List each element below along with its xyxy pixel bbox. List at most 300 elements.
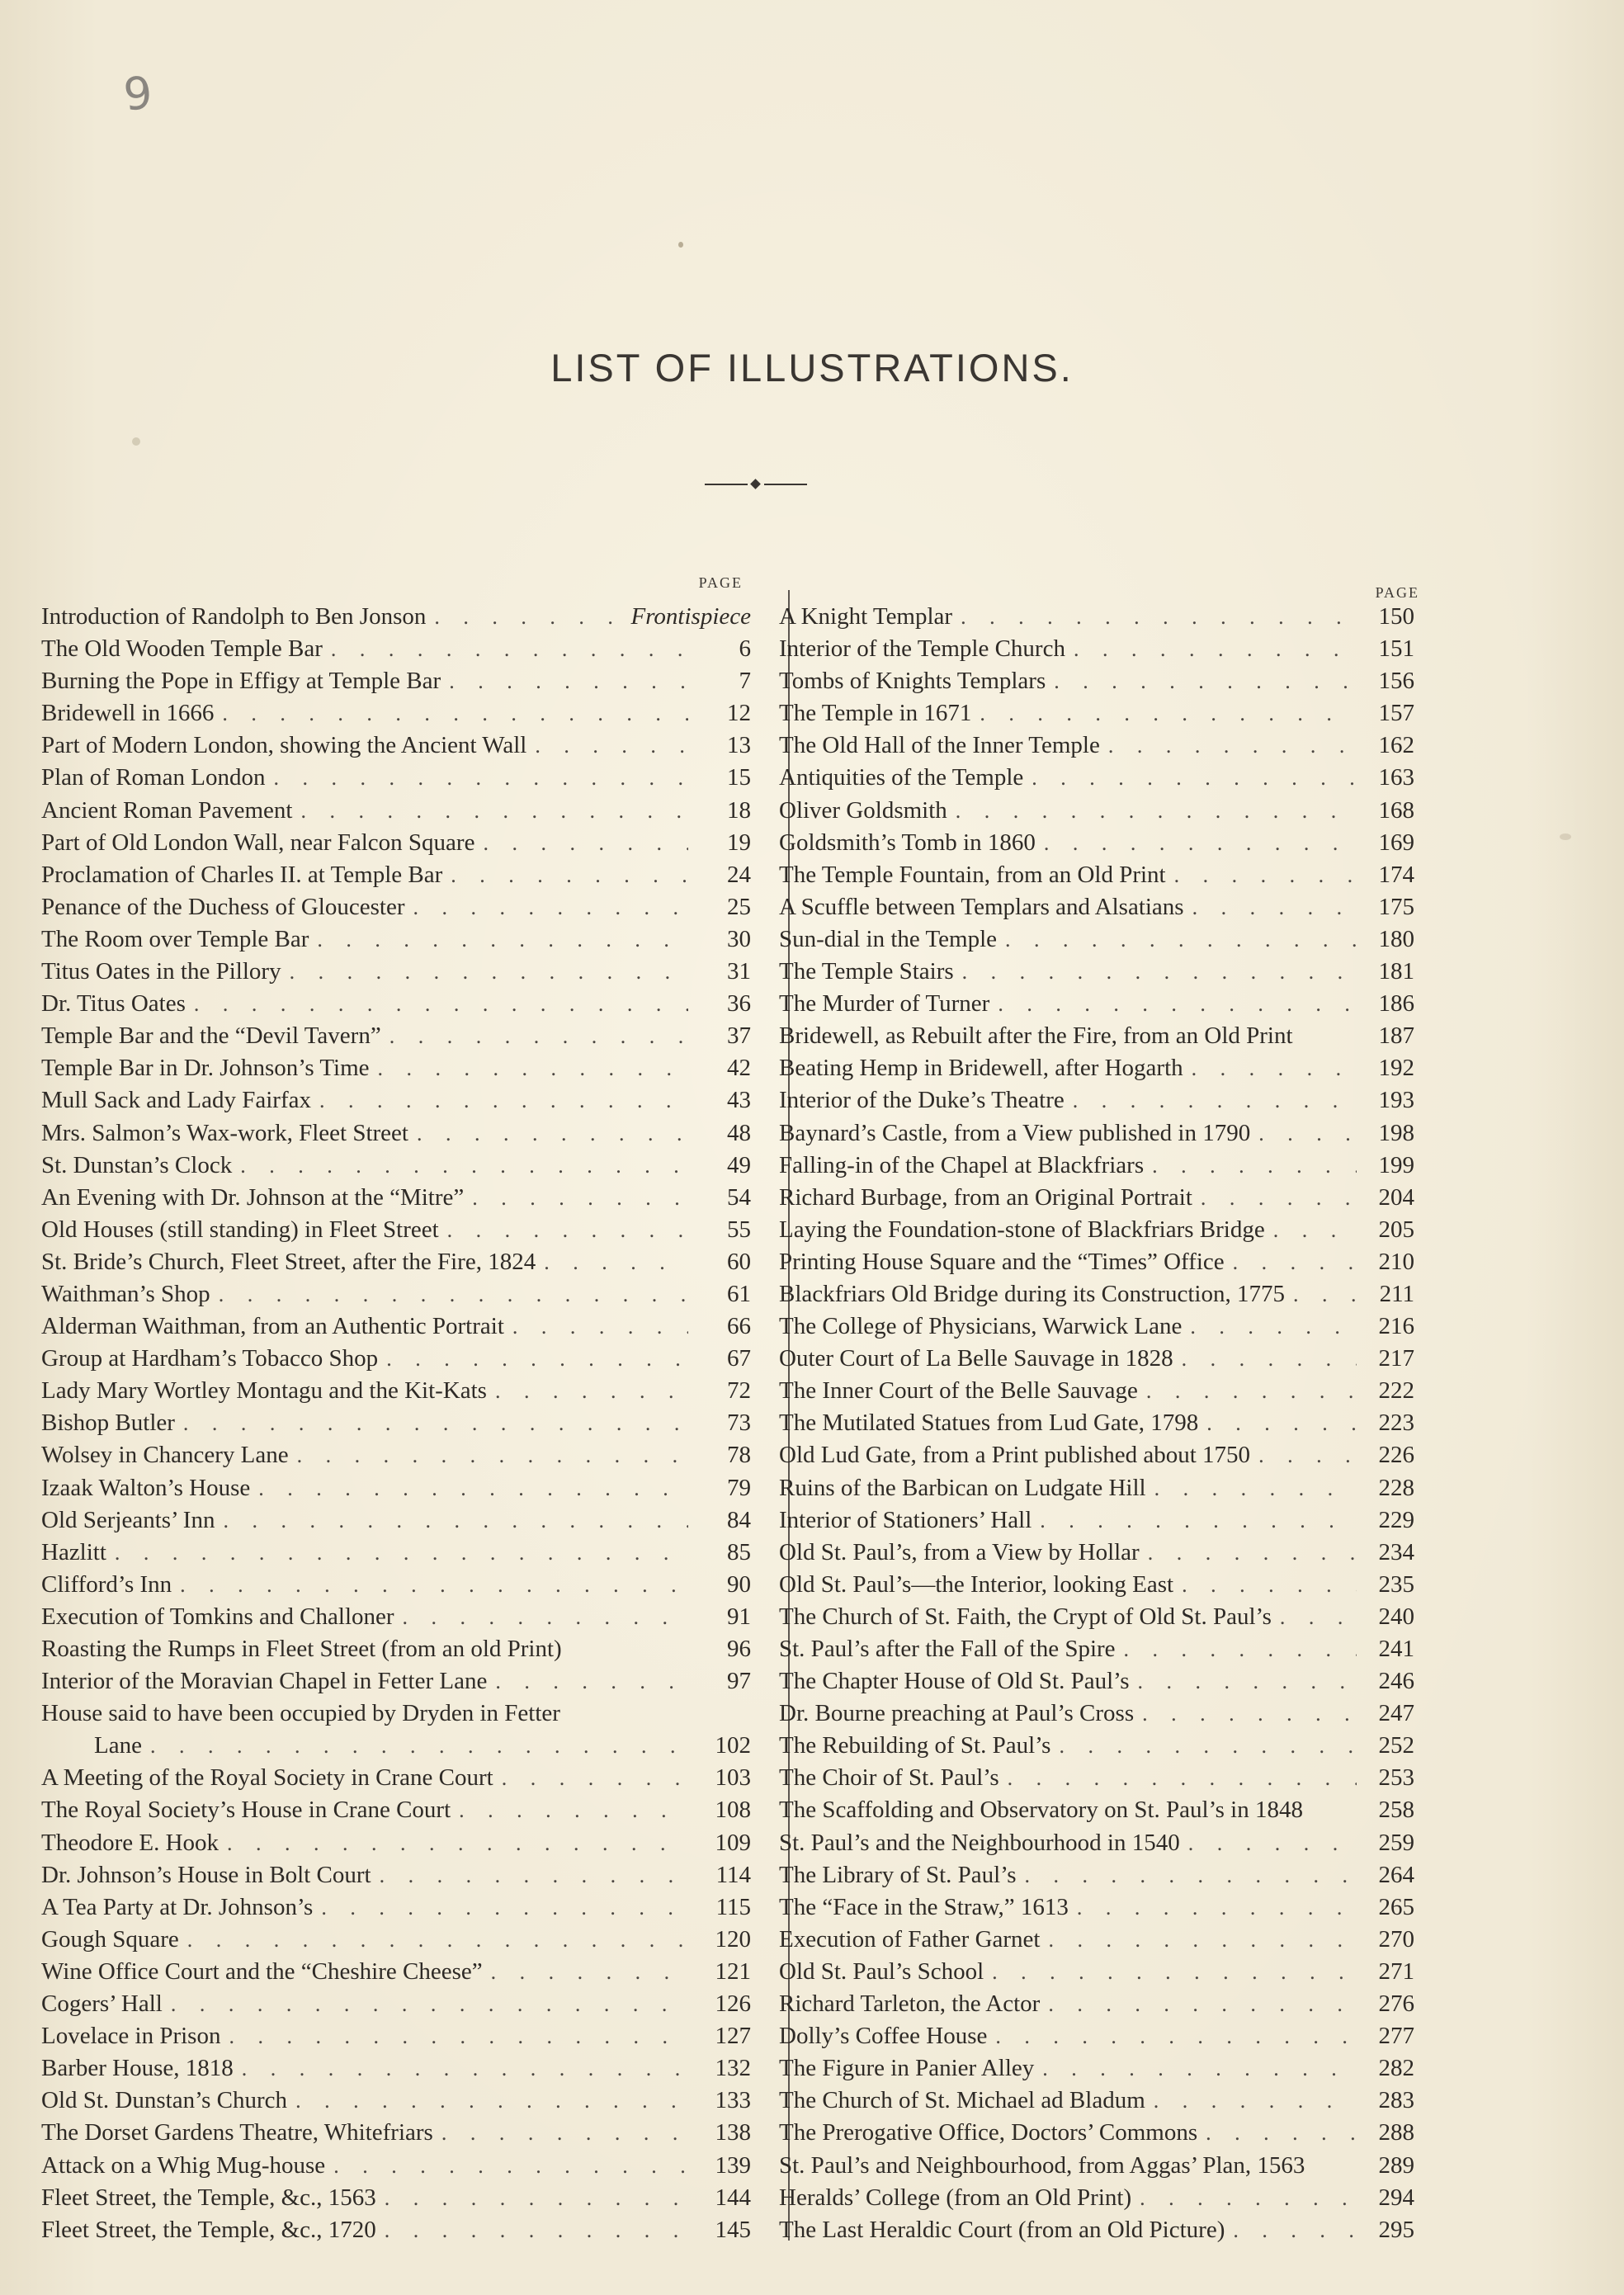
illustration-title: The Choir of St. Paul’s [779,1764,999,1792]
illustration-title: The Temple in 1671 [779,700,972,727]
page-number: 127 [715,2023,751,2050]
illustration-entry [41,1859,751,1891]
illustration-title: Old St. Dunstan’s Church [41,2087,288,2114]
dot-leader [1017,1859,1357,1891]
page-number: 133 [715,2087,751,2114]
dot-leader [378,1343,688,1375]
illustration-title: Introduction of Randolph to Ben Jonson [41,603,427,630]
illustration-entry [779,1246,1414,1278]
illustration-entry [779,1924,1414,1956]
illustration-title: Execution of Father Garnet [779,1925,1041,1953]
page-number: 216 [1378,1313,1414,1340]
illustration-title: Antiquities of the Temple [779,764,1024,791]
page-number: 234 [1378,1538,1414,1565]
illustration-title: Hazlitt [41,1538,106,1565]
illustration-entry [779,1214,1414,1246]
illustration-entry [41,1665,751,1698]
illustration-title: Cogers’ Hall [41,1990,163,2018]
illustration-entry [779,1730,1414,1762]
illustration-entry [41,1020,751,1052]
page-number: 151 [1378,635,1414,663]
illustration-entry [41,2085,751,2117]
dot-leader [1182,1310,1357,1343]
dot-leader [1173,1343,1357,1375]
dot-leader [441,665,688,697]
illustration-title: Ruins of the Barbican on Ludgate Hill [779,1474,1146,1501]
illustration-title: The Murder of Turner [779,990,990,1018]
page-column-heading: PAGE [698,574,743,591]
page-number: 210 [1378,1248,1414,1275]
page-number: 145 [715,2216,751,2243]
illustration-entry [41,1182,751,1214]
page-number: 288 [1378,2119,1414,2146]
illustration-title: St. Paul’s and the Neighbourhood in 1540 [779,1829,1180,1856]
page-number: 295 [1378,2216,1414,2243]
page-number: 103 [715,1764,751,1792]
dot-leader [210,1278,688,1310]
page-number: 222 [1378,1377,1414,1405]
illustration-title: The Chapter House of Old St. Paul’s [779,1668,1130,1695]
page-number: 169 [1378,829,1414,856]
illustration-entry [41,730,751,762]
page-number: 102 [715,1732,751,1759]
page-number: 132 [715,2055,751,2082]
illustration-title: Printing House Square and the “Times” Office [779,1248,1225,1275]
illustration-entry [779,1439,1414,1471]
illustration-title: A Knight Templar [779,603,953,630]
dot-leader [954,956,1357,988]
illustration-entry [41,891,751,923]
dot-leader [1183,1052,1357,1084]
illustration-entry [41,2052,751,2085]
dot-leader [1198,1407,1357,1439]
illustration-entry [779,665,1414,697]
illustration-entry [779,1278,1414,1310]
page-number: 174 [1378,861,1414,888]
page-number: 211 [1379,1280,1414,1307]
illustration-title: Lane [94,1732,142,1759]
page-number: 72 [727,1377,751,1405]
illustration-title: Proclamation of Charles II. at Temple Bar [41,861,443,888]
illustration-title: Heralds’ College (from an Old Print) [779,2184,1132,2211]
dot-leader [474,827,688,859]
illustration-entry [779,697,1414,730]
illustration-title: Roasting the Rumps in Fleet Street (from an old Print) [41,1636,562,1662]
illustration-entry [779,2020,1414,2052]
illustration-entry [41,1827,751,1859]
page-number: 15 [727,764,751,791]
illustration-title: The Rebuilding of St. Paul’s [779,1732,1051,1759]
dot-leader [1129,1665,1357,1698]
illustration-title: Laying the Foundation-stone of Blackfriars Bridge [779,1216,1265,1243]
illustration-entry [779,633,1414,665]
dot-leader [483,1956,688,1988]
dot-leader [536,1246,688,1278]
illustration-title: Bishop Butler [41,1410,175,1437]
illustration-entry [779,988,1414,1020]
dot-leader [376,2214,688,2246]
dot-leader [186,988,688,1020]
page-number: 193 [1378,1087,1414,1114]
illustration-title: Lady Mary Wortley Montagu and the Kit-Kats [41,1377,487,1405]
dot-leader [487,1375,688,1407]
page-number: 283 [1378,2087,1414,2114]
illustration-title: Old Serjeants’ Inn [41,1506,215,1533]
page-number: 115 [715,1893,751,1920]
page-number: 42 [727,1055,751,1082]
page-number: 25 [727,893,751,920]
page-number: 85 [727,1538,751,1565]
illustration-entry [41,2117,751,2149]
page-number: 121 [715,1957,751,1985]
illustration-entry [41,988,751,1020]
illustration-entry [779,1182,1414,1214]
dot-leader [404,891,688,923]
illustration-entry [779,956,1414,988]
illustration-entry [41,2150,751,2182]
illustration-entry [779,1117,1414,1150]
dot-leader [433,2117,688,2149]
illustration-entry [779,1150,1414,1182]
dot-leader [106,1537,688,1569]
page-column-heading: PAGE [1375,584,1419,601]
illustration-entry [41,1504,751,1537]
page-number: 271 [1378,1957,1414,1985]
illustration-title: Barber House, 1818 [41,2055,234,2082]
page-number: 217 [1378,1345,1414,1372]
dot-leader [464,1182,688,1214]
illustration-entry [41,1310,751,1343]
page-number: 282 [1378,2055,1414,2082]
dot-leader [1225,1246,1357,1278]
page-number: 6 [739,635,751,663]
illustration-entry [779,2117,1414,2149]
illustration-entry [41,795,751,827]
illustration-title: Beating Hemp in Bridewell, after Hogarth [779,1055,1183,1082]
dot-leader [1180,1827,1357,1859]
page-number: 276 [1378,1990,1414,2018]
illustration-entry [41,1569,751,1601]
illustration-title: Gough Square [41,1925,179,1953]
dot-leader [1023,762,1357,794]
illustration-entry [41,2020,751,2052]
paper-speck [132,437,140,446]
page-number: 138 [715,2119,751,2146]
page-number: 247 [1378,1700,1414,1727]
page-number: 150 [1378,603,1414,630]
illustration-title: Sun-dial in the Temple [779,925,998,952]
illustration-entry [779,1827,1414,1859]
page-title: LIST OF ILLUSTRATIONS. [550,346,1074,390]
dot-leader [289,1439,688,1471]
illustration-entry [41,1633,751,1665]
illustration-title: Temple Bar in Dr. Johnson’s Time [41,1055,370,1082]
page-number: 246 [1378,1668,1414,1695]
dot-leader [1144,1150,1357,1182]
page-number: 258 [1378,1797,1414,1824]
dot-leader [1272,1601,1357,1633]
illustration-title: Fleet Street, the Temple, &c., 1720 [41,2216,376,2243]
page-number: 186 [1378,990,1414,1018]
dot-leader [1032,1504,1357,1537]
dot-leader [1065,633,1357,665]
page-number: 78 [727,1442,751,1469]
illustration-entry [779,1504,1414,1537]
illustration-entry [41,1117,751,1150]
dot-leader [265,762,688,794]
dot-leader [215,1504,688,1537]
illustration-title: Old Lud Gate, from a Print published about 1750 [779,1442,1251,1469]
page-number: 228 [1378,1474,1414,1501]
dot-leader [1100,730,1357,762]
illustration-title: The Old Hall of the Inner Temple [779,732,1100,759]
page-number: 253 [1378,1764,1414,1792]
page-number: 294 [1378,2184,1414,2211]
illustration-title: Outer Court of La Belle Sauvage in 1828 [779,1345,1173,1372]
illustration-entry [779,2052,1414,2085]
illustration-entry [41,859,751,891]
dot-leader [1166,859,1357,891]
illustration-entry [779,923,1414,956]
illustration-title: Penance of the Duchess of Gloucester [41,893,405,920]
illustration-title: Bridewell, as Rebuilt after the Fire, from an Old Print [779,1022,1293,1050]
dot-leader [971,697,1357,730]
dot-leader [175,1407,688,1439]
page-number: 229 [1378,1506,1414,1533]
illustration-entry [41,923,751,956]
dot-leader [1034,2052,1357,2085]
dot-leader [142,1730,688,1762]
dot-leader [1140,1537,1357,1569]
illustration-entry [779,2085,1414,2117]
dot-leader [1116,1633,1357,1665]
illustration-entry [779,1665,1414,1698]
page-number: 114 [715,1861,751,1888]
dot-leader [1138,1375,1357,1407]
dot-leader [1192,1182,1357,1214]
page-number: 175 [1378,893,1414,920]
page-number: 240 [1378,1603,1414,1630]
dot-leader [214,697,688,730]
dot-leader [408,1117,688,1150]
illustration-title: Temple Bar and the “Devil Tavern” [41,1022,381,1050]
illustration-title: Falling-in of the Chapel at Blackfriars [779,1151,1145,1178]
illustration-entry [41,1730,751,1762]
dot-leader [1046,665,1357,697]
illustration-title: Oliver Goldsmith [779,796,947,824]
illustration-entry [779,1859,1414,1891]
illustration-entry [41,1375,751,1407]
dot-leader [1285,1278,1357,1310]
dot-leader [1069,1891,1357,1924]
illustration-entry [779,1956,1414,1988]
page-number: 31 [727,958,751,985]
illustration-title: Old St. Paul’s School [779,1957,984,1985]
illustration-title: Dr. Bourne preaching at Paul’s Cross [779,1700,1135,1727]
illustration-entry [779,1601,1414,1633]
page-number: 157 [1378,700,1414,727]
page-number: 96 [727,1636,751,1662]
illustration-title: Lovelace in Prison [41,2023,221,2050]
illustration-title: Dr. Johnson’s House in Bolt Court [41,1861,371,1888]
page-number: 73 [727,1410,751,1437]
illustration-title: St. Paul’s after the Fall of the Spire [779,1636,1116,1662]
illustration-entry [41,1407,751,1439]
illustration-title: The Old Wooden Temple Bar [41,635,323,663]
illustration-entry [41,697,751,730]
page-number: 192 [1378,1055,1414,1082]
illustration-entry [779,795,1414,827]
illustration-title: Attack on a Whig Mug-house [41,2151,326,2179]
page-number: 43 [727,1087,751,1114]
illustration-title: Old St. Paul’s—the Interior, looking East [779,1570,1174,1598]
page-number: 235 [1378,1570,1414,1598]
dot-leader [999,1762,1357,1794]
page-number: 264 [1378,1861,1414,1888]
illustration-entry [41,1343,751,1375]
illustration-entry [41,1439,751,1471]
page-number: 163 [1378,764,1414,791]
illustration-title: The Temple Stairs [779,958,954,985]
page-number: 36 [727,990,751,1018]
page-number: 181 [1378,958,1414,985]
illustration-entry [779,1020,1414,1052]
illustration-title: Mrs. Salmon’s Wax-work, Fleet Street [41,1119,408,1146]
dot-leader [1225,2214,1357,2246]
dot-leader [947,795,1357,827]
dot-leader [997,923,1357,956]
illustration-title: Part of Old London Wall, near Falcon Square [41,829,475,856]
illustration-entry [779,1569,1414,1601]
illustration-entry [41,956,751,988]
paper-speck [1560,833,1571,840]
illustration-title: Wine Office Court and the “Cheshire Cheese” [41,1957,483,1985]
illustration-title: Clifford’s Inn [41,1570,172,1598]
illustration-title: The Figure in Panier Alley [779,2055,1035,2082]
dot-leader [1184,891,1357,923]
page-number: 30 [727,925,751,952]
page-number: 226 [1378,1442,1414,1469]
dot-leader [1250,1117,1357,1150]
illustration-entry [779,1762,1414,1794]
dot-leader [323,633,688,665]
page-number: 144 [715,2184,751,2211]
page-number: 97 [727,1668,751,1695]
dot-leader [987,2020,1357,2052]
illustration-title: Part of Modern London, showing the Ancient Wall [41,732,527,759]
dot-leader [179,1924,688,1956]
page-number: 91 [727,1603,751,1630]
dot-leader [493,1762,688,1794]
illustration-entry [779,1988,1414,2020]
illustration-entry [779,1794,1414,1826]
dot-leader [1040,1988,1357,2020]
illustration-title: Plan of Roman London [41,764,266,791]
illustration-title: Baynard’s Castle, from a View published in 1790 [779,1119,1251,1146]
page-number: 55 [727,1216,751,1243]
page-number: 199 [1378,1151,1414,1178]
illustration-title: The Mutilated Statues from Lud Gate, 1798 [779,1410,1199,1437]
dot-leader [526,730,688,762]
page-number: 205 [1378,1216,1414,1243]
illustration-title: Group at Hardham’s Tobacco Shop [41,1345,379,1372]
illustration-entry [41,2182,751,2214]
illustration-title: Blackfriars Old Bridge during its Construction, 1775 [779,1280,1285,1307]
illustration-entry [779,762,1414,794]
page-number: 223 [1378,1410,1414,1437]
dot-leader [311,1084,688,1117]
page-number: 54 [727,1183,751,1211]
illustration-entry [779,1343,1414,1375]
illustration-entry [779,1407,1414,1439]
illustration-entry [779,1537,1414,1569]
illustration-entry [779,1084,1414,1117]
page-number: 24 [727,861,751,888]
dot-leader [220,2020,688,2052]
illustration-title: Old Houses (still standing) in Fleet Street [41,1216,439,1243]
page-number: 126 [715,1990,751,2018]
illustration-title: A Scuffle between Templars and Alsatians [779,893,1184,920]
right-entries [779,601,1414,2246]
page-number: 60 [727,1248,751,1275]
dot-leader [1036,827,1357,859]
page-number: 109 [715,1829,751,1856]
illustration-title: Ancient Roman Pavement [41,796,293,824]
illustration-entry [779,2150,1414,2182]
page-number: 187 [1378,1022,1414,1050]
dot-leader [426,601,627,633]
illustration-title: An Evening with Dr. Johnson at the “Mitre” [41,1183,465,1211]
illustration-entry [41,633,751,665]
illustration-entry [41,1988,751,2020]
illustration-title: The Last Heraldic Court (from an Old Picture) [779,2216,1225,2243]
illustration-entry [779,827,1414,859]
page-number: 180 [1378,925,1414,952]
dot-leader [451,1794,688,1826]
illustration-title: A Meeting of the Royal Society in Crane Court [41,1764,493,1792]
page-number: 252 [1378,1732,1414,1759]
illustration-entry [779,730,1414,762]
illustration-title: The Library of St. Paul’s [779,1861,1017,1888]
illustration-title: Execution of Tomkins and Challoner [41,1603,394,1630]
illustration-entry [779,1698,1414,1730]
illustration-title: Dr. Titus Oates [41,990,186,1018]
page-number: 48 [727,1119,751,1146]
illustration-title: Interior of the Moravian Chapel in Fetter Lane [41,1668,488,1695]
illustration-entry [41,601,751,633]
page-number: 259 [1378,1829,1414,1856]
pencil-page-mark: 9 [120,66,155,121]
page-number: 12 [727,700,751,727]
illustration-title: Burning the Pope in Effigy at Temple Bar [41,668,441,695]
dot-leader [172,1569,688,1601]
dot-leader [325,2150,688,2182]
page-number: 67 [727,1345,751,1372]
page-number: 270 [1378,1925,1414,1953]
dot-leader [250,1472,688,1504]
illustration-entry [41,1762,751,1794]
illustration-entry [41,762,751,794]
page-number: 18 [727,796,751,824]
dot-leader [1065,1084,1357,1117]
illustration-title: Interior of Stationers’ Hall [779,1506,1032,1533]
illustration-entry [41,1150,751,1182]
illustration-title: House said to have been occupied by Dryden in Fetter [41,1700,560,1727]
dot-leader [292,795,688,827]
illustration-title: The Royal Society’s House in Crane Court [41,1797,451,1824]
illustration-title: The Scaffolding and Observatory on St. Paul’s in 1848 [779,1797,1303,1824]
illustration-entry [779,1310,1414,1343]
